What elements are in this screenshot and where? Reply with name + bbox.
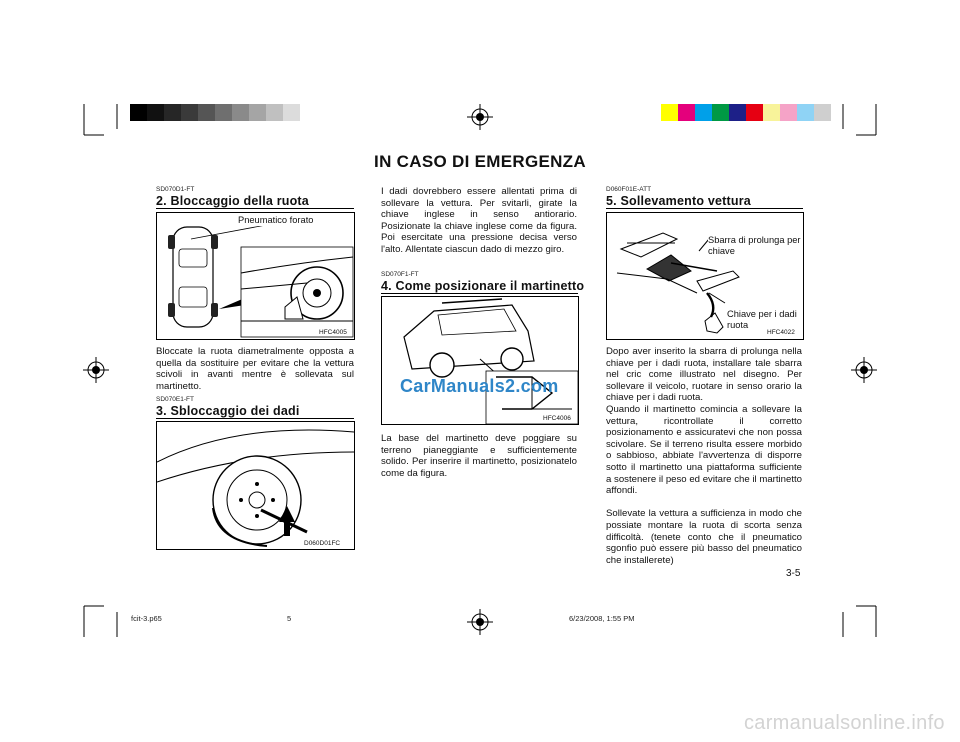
section-heading: 4. Come posizionare il martinetto	[381, 279, 585, 293]
body-text: I dadi dovrebbero essere allentati prima di sollevare la vettura. Per svitarli, girate la chiave inglese in senso antiorario. Posizionate la chiave inglese come da figura. Poi esercitate una pressione decisa verso l'alto. Allentate ciascun dado di mezzo giro.	[381, 186, 577, 255]
page-title: IN CASO DI EMERGENZA	[374, 152, 586, 171]
heading-rule	[156, 208, 354, 209]
section-heading: 2. Bloccaggio della ruota	[156, 194, 309, 208]
page-number: 3-5	[786, 568, 801, 579]
body-text: Bloccate la ruota diametralmente opposta a quella da sostituire per evitare che la vettura scivoli in avanti mentre è sollevata sul martinetto.	[156, 346, 354, 392]
heading-rule	[156, 418, 354, 419]
figure-code: HFC4022	[767, 329, 795, 336]
color-bar	[661, 104, 831, 121]
registration-target-left	[83, 357, 109, 383]
figure-loosening-nuts	[156, 421, 355, 550]
registration-target-bottom	[467, 609, 493, 635]
jack-position-illustration	[382, 297, 578, 424]
figure-code: D060D01FC	[304, 540, 341, 547]
figure-jack-position	[381, 296, 579, 425]
registration-target-top	[467, 104, 493, 130]
watermark-carmanuals: CarManuals2.com	[400, 376, 559, 396]
heading-rule	[606, 208, 803, 209]
section-heading: 3. Sbloccaggio dei dadi	[156, 404, 300, 418]
heading-rule	[381, 293, 578, 294]
site-watermark: carmanualsonline.info	[744, 712, 945, 734]
wheel-blocking-illustration	[157, 213, 354, 339]
grayscale-bar	[130, 104, 300, 121]
section-code: SD070F1-FT	[381, 271, 419, 278]
figure-label-extension-bar: Sbarra di prolunga per chiave	[708, 235, 801, 256]
section-heading: 5. Sollevamento vettura	[606, 194, 751, 208]
body-paragraph: Quando il martinetto comincia a sollevare la vettura, ricontrollate il corretto posizionamento e assicuratevi che non possa scivolare. Se il terreno risulta essere morbido o sabbioso, abbiate l'avvertenza di disporre sotto il martinetto una piattaforma sufficiente a sostenere il peso ed evitare che il martinetto affondi.	[606, 403, 802, 497]
footer-page: 5	[287, 614, 292, 623]
figure-wheel-blocking	[156, 212, 355, 340]
footer-filename: fcit-3.p65	[131, 614, 162, 623]
figure-label-lug-wrench: Chiave per i dadi ruota	[727, 309, 797, 330]
section-code: SD070D1-FT	[156, 186, 195, 193]
body-paragraph: Dopo aver inserito la sbarra di prolunga nella chiave per i dadi ruota, installare tale sbarra nel cric come illustrato nel disegno. Per sollevare il veicolo, ruotare in senso orario la chiave per i dadi ruota.	[606, 346, 802, 404]
body-text	[606, 346, 802, 566]
section-code: D060F01E-ATT	[606, 186, 652, 193]
section-code: SD070E1-FT	[156, 396, 194, 403]
registration-target-right	[851, 357, 877, 383]
body-paragraph: Sollevate la vettura a sufficienza in modo che possiate montare la ruota di scorta senza difficoltà. (tenete conto che il pneumatico sgonfio può essere più basso del pneumatico che installerete)	[606, 508, 802, 566]
loosening-nuts-illustration	[157, 422, 354, 549]
footer-datetime: 6/23/2008, 1:55 PM	[569, 614, 635, 623]
figure-label-flat-tire: Pneumatico forato	[238, 215, 314, 225]
body-text: La base del martinetto deve poggiare su terreno pianeggiante e sufficientemente solido. Per inserire il martinetto, posizionatelo come da figura.	[381, 433, 577, 479]
figure-code: HFC4006	[543, 415, 571, 422]
figure-code: HFC4005	[319, 329, 347, 336]
